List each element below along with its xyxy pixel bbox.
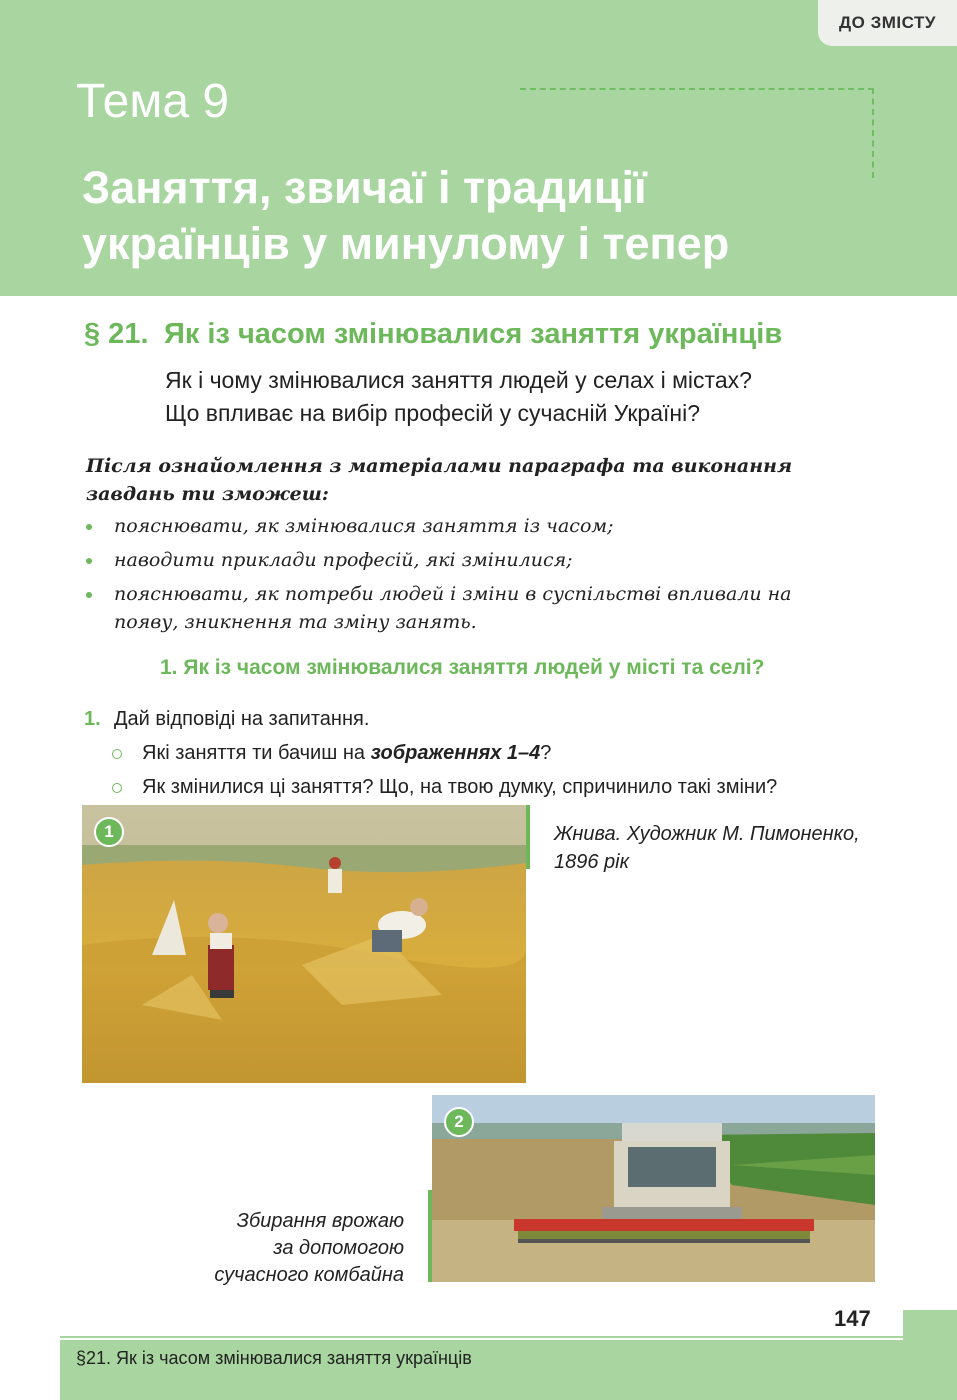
figure-caption: Збирання врожаю за допомогою сучасного комбайна [214, 1210, 404, 1286]
footer-running-title: §21. Як із часом змінювалися заняття українців [76, 1348, 472, 1368]
section-heading: 1. Як із часом змінювалися заняття людей у місті та селі? [160, 656, 765, 679]
figure-badge: 1 [94, 817, 124, 847]
list-item: пояснювати, як змінювалися заняття із часом; [86, 512, 856, 540]
paragraph-number: § 21. [84, 318, 149, 350]
goals-intro [86, 452, 856, 508]
side-strip [903, 46, 957, 296]
theme-title-line: українців у минулому і тепер [82, 218, 730, 269]
page-number: 147 [834, 1306, 871, 1331]
caption-bar [428, 1190, 432, 1282]
bullet-icon [86, 592, 92, 598]
caption-bar [526, 805, 530, 869]
side-strip [903, 1310, 957, 1400]
list-item: пояснювати, як потреби людей і зміни в суспільстві впливали на появу, зникнення та зміну занять. [86, 580, 856, 636]
figure-caption: Жнива. Художник М. Пимоненко, 1896 рік [554, 823, 860, 873]
harvest-painting [82, 805, 526, 1083]
task-questions [84, 736, 777, 804]
bullet-icon [86, 524, 92, 530]
paragraph-title: Як із часом змінювалися заняття українців [164, 318, 783, 350]
task [84, 702, 777, 804]
circle-bullet-icon [112, 749, 122, 759]
task-text: Дай відповіді на запитання. [114, 708, 370, 730]
learning-goals [86, 452, 856, 642]
circle-bullet-icon [112, 783, 122, 793]
theme-number: Тема 9 [76, 75, 230, 128]
list-item: Як змінилися ці заняття? Що, на твою думку, спричинило такі зміни? [112, 770, 777, 804]
list-item: наводити приклади професій, які змінилися; [86, 546, 856, 574]
paragraph-heading [84, 318, 782, 351]
toc-link[interactable]: ДО ЗМІСТУ [818, 0, 957, 46]
key-questions [165, 364, 752, 430]
goals-intro-line: Після ознайомлення з матеріалами параграфа та виконання [86, 455, 793, 477]
combine-photo [432, 1095, 875, 1282]
footer-divider [60, 1338, 903, 1340]
theme-title-line: Заняття, звичаї і традиції [82, 162, 647, 213]
goals-list [86, 512, 856, 636]
list-item: Які заняття ти бачиш на зображеннях 1–4? [112, 736, 777, 770]
theme-title [82, 160, 882, 272]
question: Як і чому змінювалися заняття людей у селах і містах? [165, 367, 752, 393]
task-number: 1. [84, 708, 101, 730]
bullet-icon [86, 558, 92, 564]
figure-badge: 2 [444, 1107, 474, 1137]
goals-intro-line: завдань ти зможеш: [86, 483, 329, 505]
question: Що впливає на вибір професій у сучасній Україні? [165, 400, 701, 426]
